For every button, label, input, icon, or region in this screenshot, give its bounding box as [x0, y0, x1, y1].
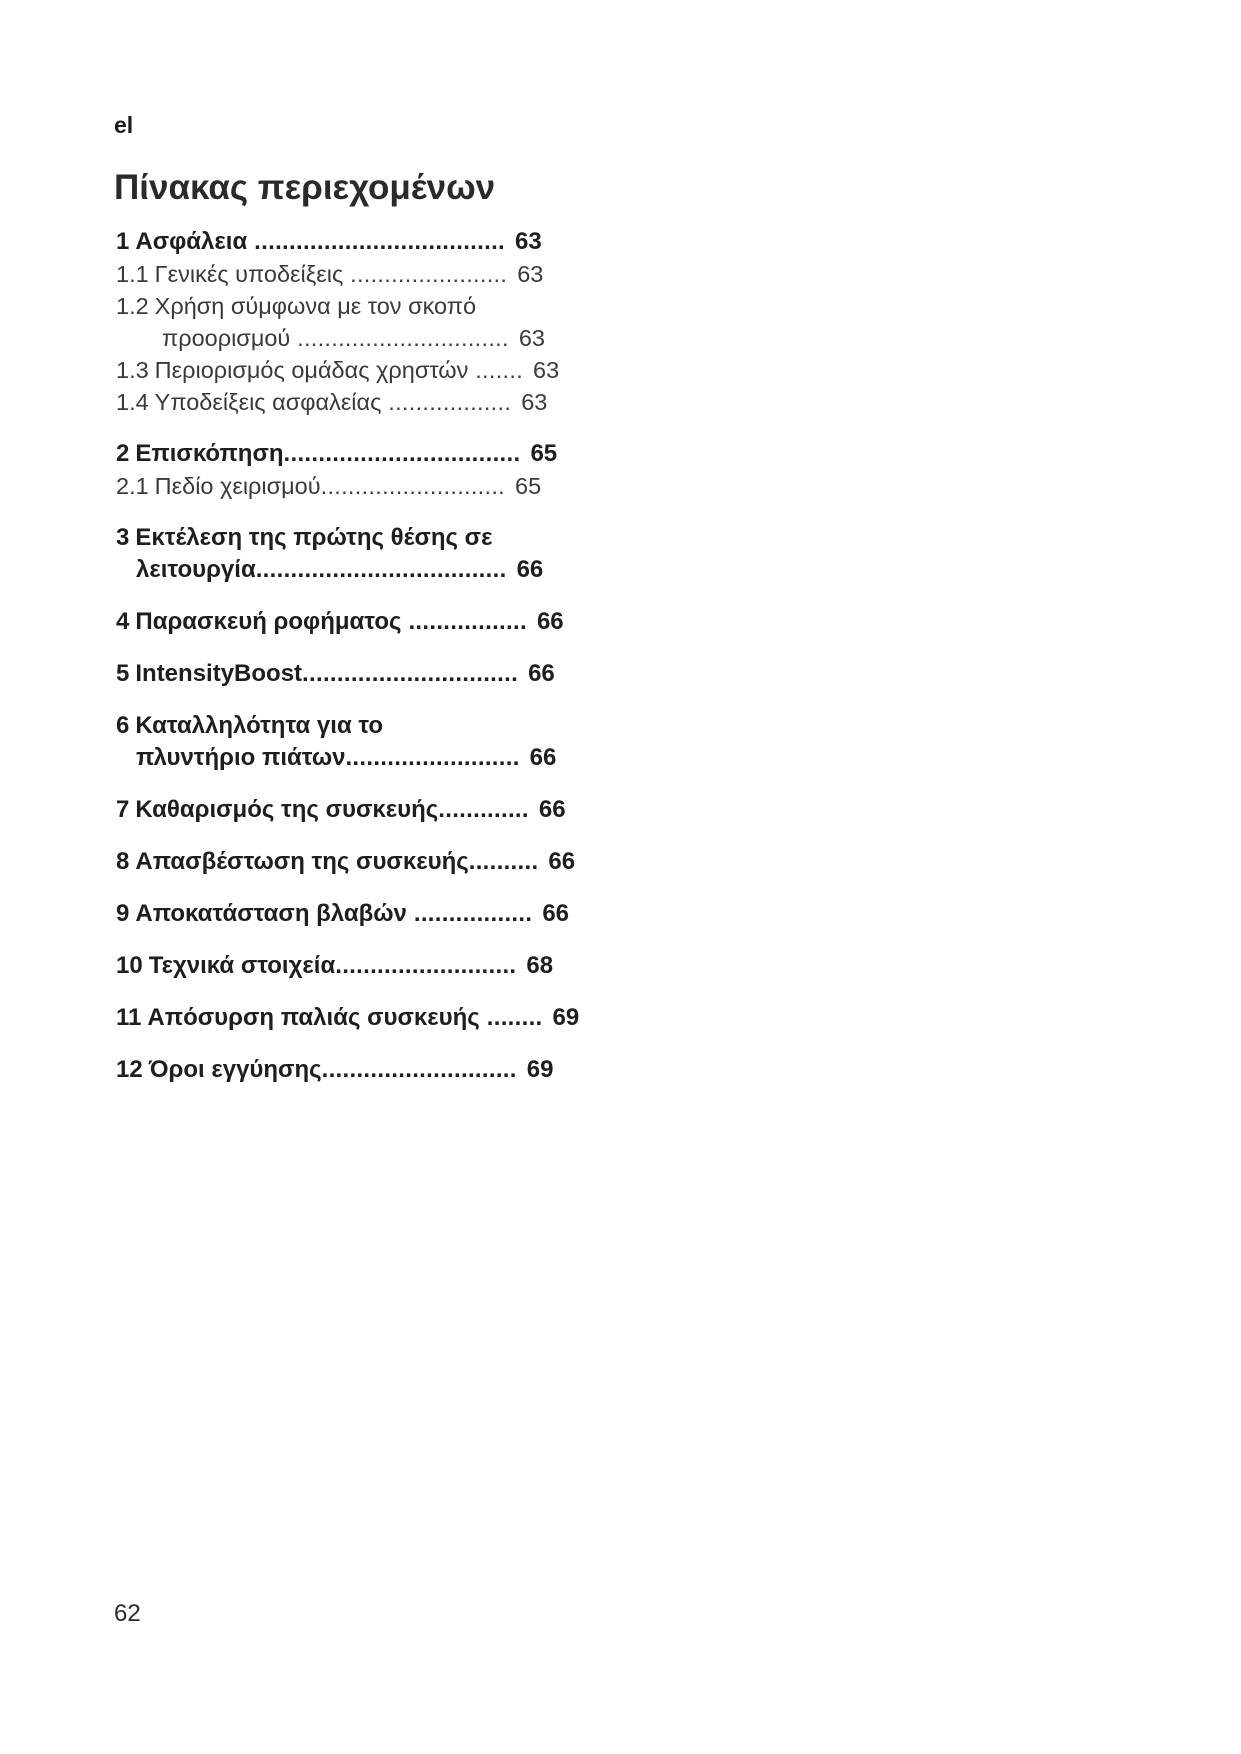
toc-entry-page: 66	[548, 848, 576, 875]
toc-entry-leader: ...........................	[320, 473, 505, 499]
toc-entry-number: 7	[116, 796, 130, 823]
toc-entry-number: 1	[116, 228, 130, 255]
toc-entry-title: Όροι εγγύησης	[148, 1056, 322, 1083]
toc-entry-number: 10	[116, 952, 143, 979]
toc-entry-number: 6	[116, 712, 130, 739]
toc-entry-title: προορισμού	[162, 325, 291, 351]
toc-entry-leader: ..........	[468, 848, 539, 875]
toc-entry-title: πλυντήριο πιάτων	[136, 744, 346, 771]
toc-entry-page: 63	[533, 357, 560, 383]
toc-entry-leader: ....................................	[247, 228, 506, 255]
toc-entry-leader: ....................................	[255, 556, 507, 583]
toc-entry[interactable]	[116, 522, 636, 554]
toc-entry-leader: .............	[438, 796, 529, 823]
toc-entry-leader: .........................	[345, 744, 520, 771]
toc-entry-title: Απόσυρση παλιάς συσκευής	[147, 1004, 480, 1031]
language-code: el	[114, 112, 134, 138]
toc-entry[interactable]	[116, 606, 636, 638]
toc-entry[interactable]	[136, 742, 636, 774]
toc-entry-title: Περιορισμός ομάδας χρηστών	[154, 357, 469, 383]
page-number: 62	[114, 1600, 141, 1627]
toc-entry[interactable]	[116, 710, 636, 742]
toc-entry-page: 69	[552, 1004, 580, 1031]
toc-entry-title: Χρήση σύμφωνα με τον σκοπό	[154, 293, 477, 319]
toc-entry-title: Παρασκευή ροφήματος	[135, 608, 402, 635]
toc-entry-number: 3	[116, 524, 130, 551]
toc-entry-leader: ........	[479, 1004, 543, 1031]
toc-entry[interactable]	[116, 438, 636, 470]
table-of-contents	[116, 226, 636, 1086]
toc-entry-page: 66	[542, 900, 570, 927]
toc-entry-page: 66	[528, 660, 555, 687]
toc-entry[interactable]	[136, 554, 636, 586]
toc-entry[interactable]	[116, 1054, 636, 1086]
toc-entry[interactable]	[116, 470, 636, 502]
toc-entry[interactable]	[116, 898, 636, 930]
toc-entry[interactable]	[116, 658, 636, 690]
toc-entry-leader: ...............................	[290, 325, 509, 351]
toc-entry[interactable]	[116, 846, 636, 878]
toc-entry[interactable]	[116, 1002, 636, 1034]
toc-entry-title: Αποκατάσταση βλαβών	[135, 900, 407, 927]
toc-entry[interactable]	[116, 950, 636, 982]
toc-entry-page: 66	[536, 608, 564, 635]
toc-entry-number: 2.1	[116, 473, 149, 499]
toc-entry-leader: ..........................	[335, 952, 517, 979]
toc-entry-number: 1.4	[116, 389, 149, 415]
toc-entry-title: Τεχνικά στοιχεία	[148, 952, 336, 979]
toc-entry-title: Εκτέλεση της πρώτης θέσης σε	[135, 524, 493, 551]
toc-entry[interactable]	[116, 794, 636, 826]
toc-entry-number: 11	[116, 1004, 142, 1031]
toc-entry[interactable]	[116, 226, 636, 258]
toc-entry-leader: ...............................	[302, 660, 519, 687]
toc-entry-leader: .......	[468, 357, 524, 383]
toc-entry-title: λειτουργία	[136, 556, 256, 583]
toc-entry-page: 66	[538, 796, 566, 823]
toc-entry-number: 1.1	[116, 261, 149, 287]
toc-entry-title: Πεδίο χειρισμού	[154, 473, 321, 499]
toc-entry-page: 65	[515, 473, 542, 499]
toc-entry-number: 12	[116, 1056, 143, 1083]
toc-entry-title: Καθαρισμός της συσκευής	[135, 796, 439, 823]
toc-entry-number: 4	[116, 608, 130, 635]
toc-entry-title: Γενικές υποδείξεις	[154, 261, 344, 287]
toc-entry-title: Απασβέστωση της συσκευής	[135, 848, 469, 875]
toc-entry-leader: ..................................	[283, 440, 521, 467]
toc-entry-title: Επισκόπηση	[135, 440, 284, 467]
toc-entry-page: 68	[526, 952, 554, 979]
toc-entry-page: 63	[517, 261, 544, 287]
toc-entry-page: 63	[521, 389, 548, 415]
toc-entry-page: 65	[530, 440, 558, 467]
toc-entry[interactable]	[116, 290, 636, 322]
toc-entry-page: 63	[515, 228, 542, 255]
toc-entry-title: Υποδείξεις ασφαλείας	[154, 389, 382, 415]
toc-entry-leader: .................	[406, 900, 533, 927]
toc-entry[interactable]	[116, 354, 636, 386]
toc-entry[interactable]	[116, 258, 636, 290]
toc-entry-number: 1.2	[116, 293, 149, 319]
toc-entry[interactable]	[162, 322, 636, 354]
toc-entry-number: 9	[116, 900, 130, 927]
toc-entry-number: 5	[116, 660, 130, 687]
toc-entry-page: 63	[518, 325, 545, 351]
toc-entry-page: 69	[526, 1056, 554, 1083]
page-title: Πίνακας περιεχομένων	[114, 168, 496, 207]
toc-entry-number: 8	[116, 848, 130, 875]
toc-entry-title: Καταλληλότητα για το	[135, 712, 384, 739]
toc-entry-number: 2	[116, 440, 130, 467]
toc-entry-leader: ............................	[321, 1056, 517, 1083]
toc-entry-leader: ..................	[381, 389, 512, 415]
toc-entry-leader: .......................	[343, 261, 508, 287]
toc-entry-number: 1.3	[116, 357, 149, 383]
toc-entry-title: Ασφάλεια	[135, 228, 248, 255]
toc-entry-title: IntensityBoost	[135, 660, 303, 687]
toc-entry-page: 66	[516, 556, 544, 583]
toc-entry[interactable]	[116, 386, 636, 418]
toc-entry-leader: .................	[401, 608, 527, 635]
toc-entry-page: 66	[529, 744, 557, 771]
